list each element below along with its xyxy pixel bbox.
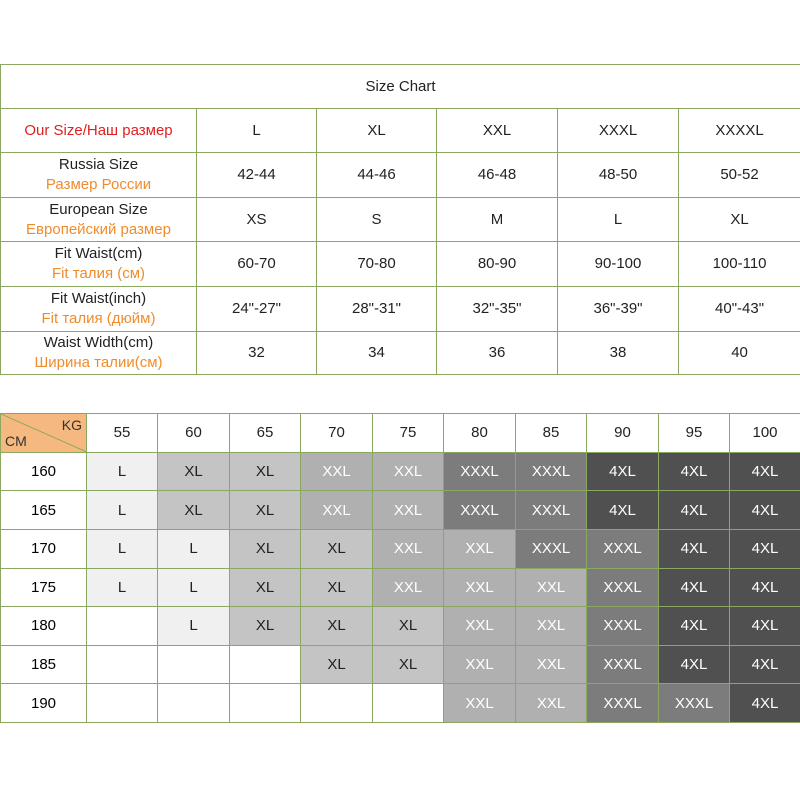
- size-row-label-ru: Fit талия (см): [51, 265, 146, 282]
- size-row-label-ru: Fit талия (дюйм): [41, 310, 156, 327]
- size-recommendation-cell: XL: [230, 529, 301, 568]
- weight-header-cell: 95: [659, 414, 730, 453]
- size-recommendation-cell: XL: [373, 645, 444, 684]
- size-recommendation-cell: XXXL: [516, 491, 587, 530]
- weight-header-cell: 100: [730, 414, 800, 453]
- weight-height-table: [0, 413, 800, 723]
- size-value-cell: 24"-27": [197, 287, 317, 332]
- size-value-cell: 50-52: [679, 153, 800, 198]
- size-value-cell: 100-110: [679, 242, 800, 287]
- size-row-label: [1, 332, 197, 375]
- size-recommendation-cell: [87, 607, 158, 646]
- size-chart-row: [1, 287, 800, 332]
- size-recommendation-cell: 4XL: [730, 568, 800, 607]
- size-recommendation-cell: 4XL: [659, 452, 730, 491]
- size-value-cell: 48-50: [558, 153, 679, 198]
- size-recommendation-cell: XXXL: [516, 529, 587, 568]
- size-header-cell: XXXL: [558, 109, 679, 153]
- size-header-cell: L: [197, 109, 317, 153]
- size-recommendation-cell: XXL: [516, 645, 587, 684]
- size-value-cell: 36: [437, 332, 558, 375]
- size-recommendation-cell: XL: [230, 452, 301, 491]
- height-label: 165: [1, 491, 87, 530]
- size-chart-row: [1, 198, 800, 242]
- size-recommendation-cell: [301, 684, 373, 723]
- size-recommendation-cell: XL: [158, 491, 230, 530]
- size-recommendation-cell: 4XL: [659, 491, 730, 530]
- size-recommendation-cell: 4XL: [659, 645, 730, 684]
- size-recommendation-cell: L: [87, 491, 158, 530]
- size-value-cell: 28"-31": [317, 287, 437, 332]
- size-chart-title: Size Chart: [1, 65, 800, 109]
- size-recommendation-cell: XXL: [444, 568, 516, 607]
- size-value-cell: 60-70: [197, 242, 317, 287]
- size-chart-row: [1, 332, 800, 375]
- size-value-cell: 36"-39": [558, 287, 679, 332]
- size-value-cell: M: [437, 198, 558, 242]
- size-value-cell: 42-44: [197, 153, 317, 198]
- size-recommendation-cell: XXXL: [516, 452, 587, 491]
- size-recommendation-cell: XXXL: [587, 529, 659, 568]
- size-recommendation-cell: XXXL: [444, 491, 516, 530]
- height-label: 190: [1, 684, 87, 723]
- height-row: [1, 607, 800, 646]
- size-recommendation-cell: 4XL: [730, 529, 800, 568]
- size-recommendation-cell: 4XL: [730, 684, 800, 723]
- size-recommendation-cell: 4XL: [587, 452, 659, 491]
- height-row: [1, 529, 800, 568]
- size-row-label: [1, 287, 197, 332]
- size-recommendation-cell: XL: [230, 568, 301, 607]
- size-row-label: [1, 198, 197, 242]
- size-value-cell: 32: [197, 332, 317, 375]
- size-value-cell: 80-90: [437, 242, 558, 287]
- size-recommendation-cell: [230, 684, 301, 723]
- cm-label: CM: [5, 432, 27, 449]
- size-recommendation-cell: XXL: [373, 452, 444, 491]
- weight-header-cell: 65: [230, 414, 301, 453]
- size-header-cell: XXL: [437, 109, 558, 153]
- size-recommendation-cell: XXXL: [659, 684, 730, 723]
- height-label: 185: [1, 645, 87, 684]
- size-recommendation-cell: XXL: [301, 452, 373, 491]
- size-recommendation-cell: XXXL: [587, 607, 659, 646]
- size-recommendation-cell: [158, 645, 230, 684]
- size-recommendation-cell: L: [158, 529, 230, 568]
- height-row: [1, 452, 800, 491]
- size-row-label-en: European Size: [49, 200, 148, 218]
- size-row-label-ru: Европейский размер: [26, 220, 171, 238]
- size-recommendation-cell: XXL: [516, 568, 587, 607]
- weight-header-cell: 90: [587, 414, 659, 453]
- size-row-label-en: Fit Waist(cm): [54, 245, 143, 262]
- size-recommendation-cell: XL: [158, 452, 230, 491]
- size-recommendation-cell: 4XL: [659, 607, 730, 646]
- size-row-label-en: Waist Width(cm): [43, 334, 154, 351]
- size-recommendation-cell: XL: [301, 568, 373, 607]
- size-recommendation-cell: XXL: [373, 491, 444, 530]
- size-value-cell: 32"-35": [437, 287, 558, 332]
- size-row-label-ru: Размер России: [45, 176, 152, 193]
- weight-header-cell: 55: [87, 414, 158, 453]
- weight-header-cell: 80: [444, 414, 516, 453]
- height-label: 180: [1, 607, 87, 646]
- size-value-cell: 44-46: [317, 153, 437, 198]
- height-row: [1, 684, 800, 723]
- size-recommendation-cell: L: [87, 568, 158, 607]
- size-value-cell: 40: [679, 332, 800, 375]
- size-recommendation-cell: 4XL: [730, 491, 800, 530]
- size-recommendation-cell: [158, 684, 230, 723]
- size-recommendation-cell: XXXL: [444, 452, 516, 491]
- size-row-label-ru: Ширина талии(см): [34, 354, 163, 371]
- weight-header-cell: 60: [158, 414, 230, 453]
- height-row: [1, 645, 800, 684]
- size-recommendation-cell: 4XL: [587, 491, 659, 530]
- size-recommendation-cell: XL: [230, 607, 301, 646]
- size-header-cell: XL: [317, 109, 437, 153]
- size-value-cell: 40"-43": [679, 287, 800, 332]
- size-recommendation-cell: [230, 645, 301, 684]
- kg-cm-corner: [1, 414, 87, 453]
- size-recommendation-cell: XXXL: [587, 645, 659, 684]
- size-recommendation-cell: XL: [301, 645, 373, 684]
- size-recommendation-cell: XXL: [444, 607, 516, 646]
- size-recommendation-cell: 4XL: [730, 607, 800, 646]
- size-recommendation-cell: XXL: [373, 568, 444, 607]
- size-recommendation-cell: L: [87, 452, 158, 491]
- size-recommendation-cell: XXL: [444, 684, 516, 723]
- size-recommendation-cell: [373, 684, 444, 723]
- size-value-cell: XS: [197, 198, 317, 242]
- size-value-cell: 90-100: [558, 242, 679, 287]
- size-chart-table: [0, 64, 800, 375]
- weight-header-cell: 85: [516, 414, 587, 453]
- size-recommendation-cell: XXL: [301, 491, 373, 530]
- size-recommendation-cell: XXXL: [587, 684, 659, 723]
- size-recommendation-cell: XL: [373, 607, 444, 646]
- size-value-cell: L: [558, 198, 679, 242]
- size-recommendation-cell: XXL: [373, 529, 444, 568]
- height-row: [1, 491, 800, 530]
- size-recommendation-cell: [87, 645, 158, 684]
- kg-label: KG: [61, 417, 82, 433]
- size-value-cell: 38: [558, 332, 679, 375]
- size-recommendation-cell: 4XL: [730, 452, 800, 491]
- our-size-label: Our Size/Наш размер: [1, 109, 197, 153]
- size-recommendation-cell: XXL: [516, 684, 587, 723]
- size-value-cell: 34: [317, 332, 437, 375]
- size-recommendation-cell: L: [158, 568, 230, 607]
- weight-header-cell: 75: [373, 414, 444, 453]
- size-recommendation-cell: XXL: [444, 645, 516, 684]
- weight-header-cell: 70: [301, 414, 373, 453]
- size-value-cell: 70-80: [317, 242, 437, 287]
- size-recommendation-cell: XXL: [516, 607, 587, 646]
- height-row: [1, 568, 800, 607]
- size-recommendation-cell: XL: [230, 491, 301, 530]
- height-label: 170: [1, 529, 87, 568]
- size-row-label: [1, 153, 197, 198]
- size-recommendation-cell: L: [87, 529, 158, 568]
- height-label: 160: [1, 452, 87, 491]
- size-recommendation-cell: 4XL: [730, 645, 800, 684]
- size-chart-row: [1, 153, 800, 198]
- size-chart-row: [1, 242, 800, 287]
- size-value-cell: XL: [679, 198, 800, 242]
- size-recommendation-cell: L: [158, 607, 230, 646]
- height-label: 175: [1, 568, 87, 607]
- size-recommendation-cell: XXL: [444, 529, 516, 568]
- size-recommendation-cell: 4XL: [659, 568, 730, 607]
- size-recommendation-cell: XL: [301, 529, 373, 568]
- size-recommendation-cell: XXXL: [587, 568, 659, 607]
- size-row-label-en: Fit Waist(inch): [50, 290, 147, 307]
- size-row-label-en: Russia Size: [58, 156, 139, 173]
- size-value-cell: 46-48: [437, 153, 558, 198]
- size-recommendation-cell: 4XL: [659, 529, 730, 568]
- size-recommendation-cell: [87, 684, 158, 723]
- size-value-cell: S: [317, 198, 437, 242]
- size-header-cell: XXXXL: [679, 109, 800, 153]
- size-row-label: [1, 242, 197, 287]
- size-recommendation-cell: XL: [301, 607, 373, 646]
